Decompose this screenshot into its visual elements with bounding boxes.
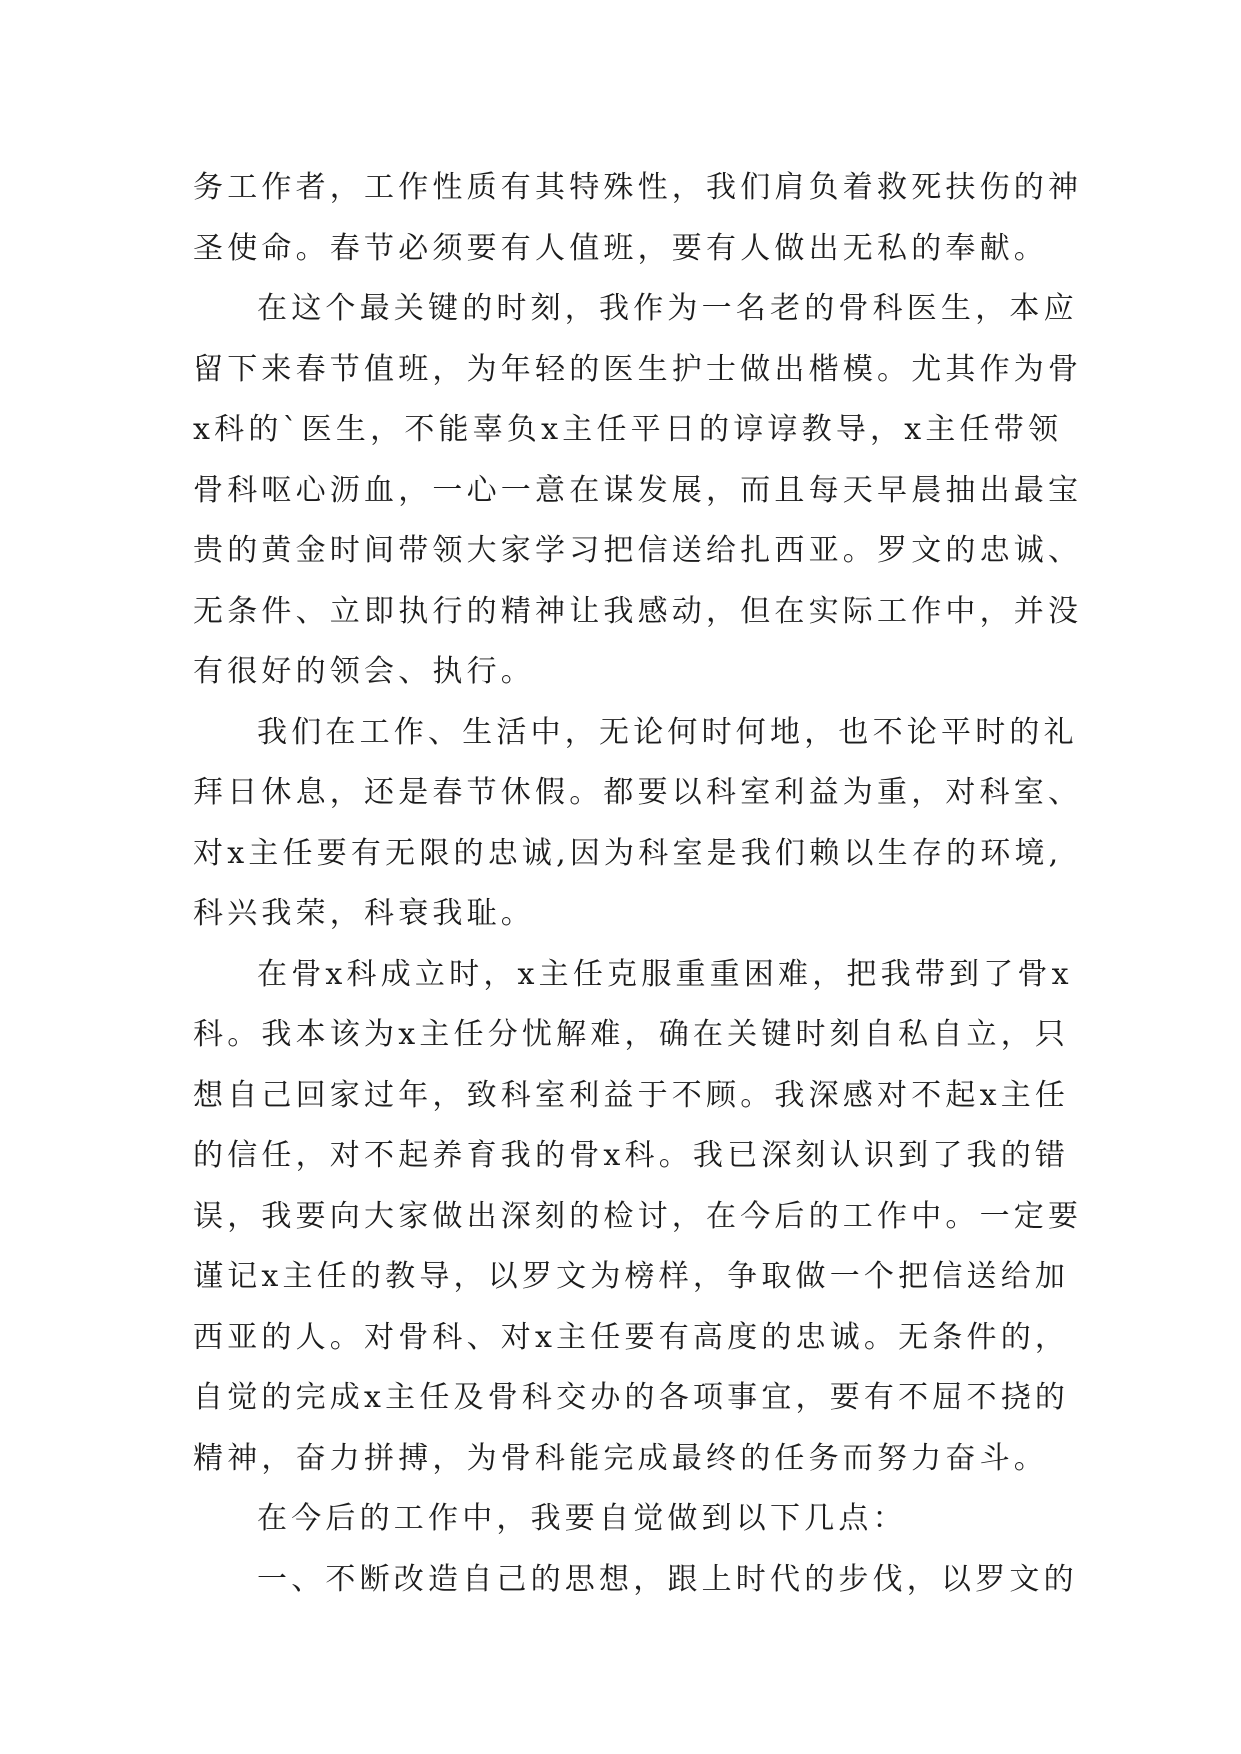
- text-line: 在今后的工作中，我要自觉做到以下几点：: [257, 1501, 907, 1536]
- text-line: 无条件、立即执行的精神让我感动，但在实际工作中，并没: [193, 593, 1083, 629]
- text-line: x科的`医生，不能辜负x主任平日的谆谆教导，x主任带领: [193, 412, 1063, 447]
- text-line: 想自己回家过年，致科室利益于不顾。我深感对不起x主任: [193, 1077, 1070, 1113]
- text-line: 务工作者，工作性质有其特殊性，我们肩负着救死扶伤的神: [193, 170, 1083, 205]
- text-line: 科。我本该为x主任分忧解难，确在关键时刻自私自立，只: [193, 1017, 1070, 1052]
- text-line: 拜日休息，还是春节休假。都要以科室利益为重，对科室、: [193, 775, 1083, 810]
- text-line: 误，我要向大家做出深刻的检讨，在今后的工作中。一定要: [193, 1198, 1083, 1234]
- text-line: 有很好的领会、执行。: [193, 654, 535, 689]
- text-line: 科兴我荣，科衰我耻。: [193, 896, 535, 931]
- document-body: [193, 158, 1083, 1610]
- text-line: 圣使命。春节必须要有人值班，要有人做出无私的奉献。: [193, 230, 1048, 266]
- text-line: 西亚的人。对骨科、对x主任要有高度的忠诚。无条件的，: [193, 1319, 1070, 1355]
- text-line: 对x主任要有无限的忠诚,因为科室是我们赖以生存的环境,: [193, 835, 1063, 871]
- text-line: 的信任，对不起养育我的骨x科。我已深刻认识到了我的错: [193, 1138, 1070, 1173]
- text-line: 一、不断改造自己的思想，跟上时代的步伐，以罗文的: [257, 1561, 1078, 1597]
- text-line: 谨记x主任的教导，以罗文为榜样，争取做一个把信送给加: [193, 1259, 1070, 1294]
- text-line: 贵的黄金时间带领大家学习把信送给扎西亚。罗文的忠诚、: [193, 533, 1083, 568]
- text-line: 骨科呕心沥血，一心一意在谋发展，而且每天早晨抽出最宝: [193, 472, 1083, 508]
- text-line: 精神，奋力拼搏，为骨科能完成最终的任务而努力奋斗。: [193, 1440, 1048, 1476]
- text-line: 留下来春节值班，为年轻的医生护士做出楷模。尤其作为骨: [193, 351, 1083, 387]
- text-line: 在骨x科成立时，x主任克服重重困难，把我带到了骨x: [257, 956, 1073, 992]
- text-line: 我们在工作、生活中，无论何时何地，也不论平时的礼: [257, 714, 1078, 750]
- text-line: 自觉的完成x主任及骨科交办的各项事宜，要有不屈不挠的: [193, 1380, 1070, 1415]
- text-line: 在这个最关键的时刻，我作为一名老的骨科医生，本应: [257, 291, 1078, 326]
